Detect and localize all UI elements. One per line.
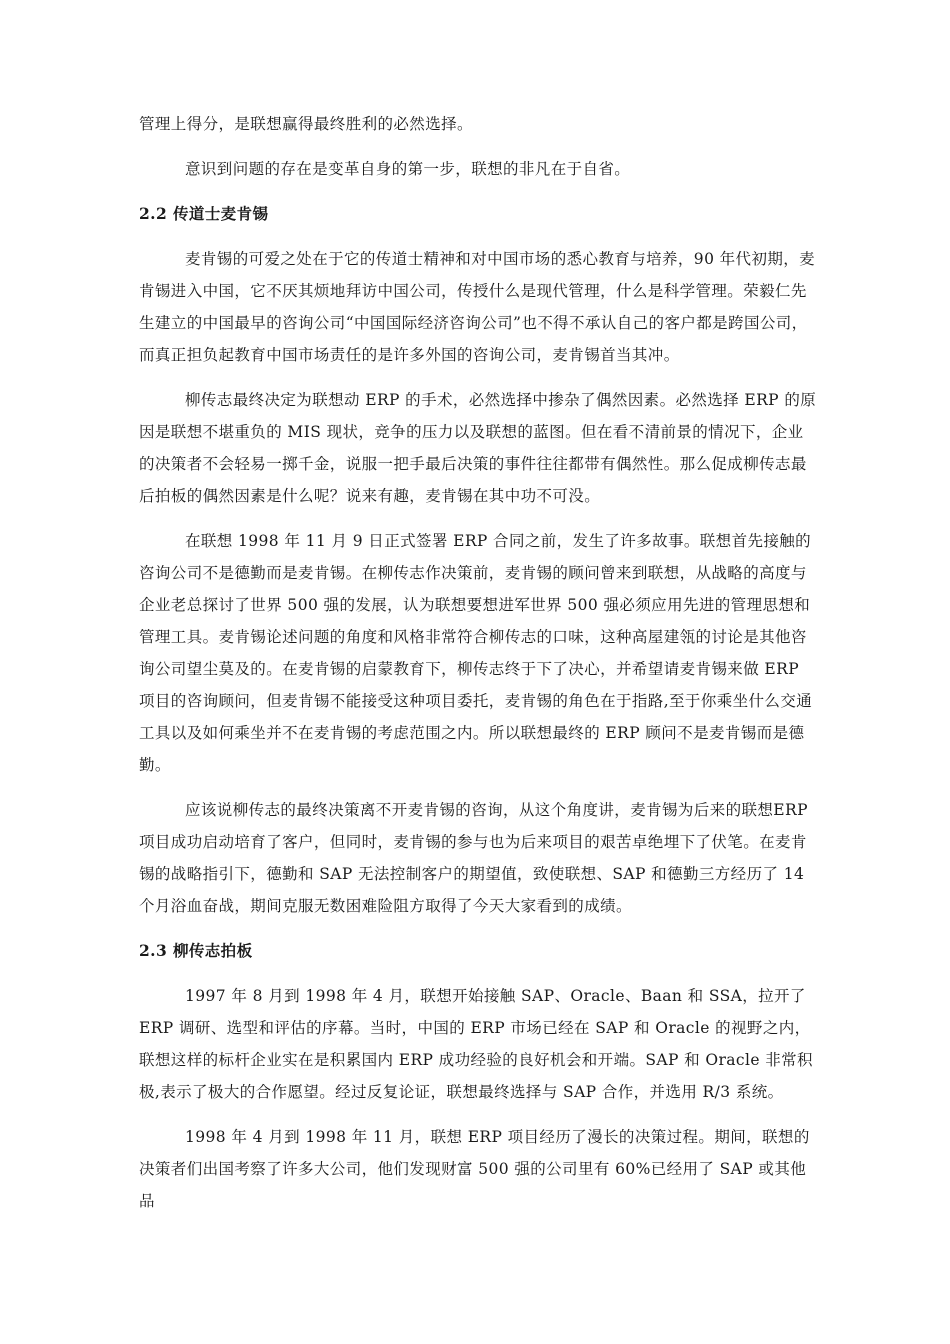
section-heading-2-3: 2.3 柳传志拍板: [139, 941, 253, 960]
section-heading-2-2: 2.2 传道士麦肯锡: [139, 204, 269, 223]
paragraph-decision-process: 1998 年 4 月到 1998 年 11 月，联想 ERP 项目经历了漫长的决策过程。期间，联想的决策者们出国考察了许多大公司，他们发现财富 500 强的公司里有 60%已经用了 SAP 或其他品: [139, 1128, 810, 1210]
paragraph-contract-story: 在联想 1998 年 11 月 9 日正式签署 ERP 合同之前，发生了许多故事。联想首先接触的咨询公司不是德勤而是麦肯锡。在柳传志作决策前，麦肯锡的顾问曾来到联想，从战略的高度与企业老总探讨了世界 500 强的发展，认为联想要想进军世界 500 强必须应用先进的管理思想和管理工具。麦肯锡论述问题的角度和风格非常符合柳传志的口味，这种高屋建瓴的讨论是其他咨询公司望尘莫及的。在麦肯锡的启蒙教育下，柳传志终于下了决心，并希望请麦肯锡来做 ERP 项目的咨询顾问，但麦肯锡不能接受这种项目委托，麦肯锡的角色在于指路,至于你乘坐什么交通工具以及如何乘坐并不在麦肯锡的考虑范围之内。所以联想最终的 ERP 顾问不是麦肯锡而是德勤。: [139, 532, 813, 774]
paragraph-erp-selection: 1997 年 8 月到 1998 年 4 月，联想开始接触 SAP、Oracle、Baan 和 SSA，拉开了 ERP 调研、选型和评估的序幕。当时，中国的 ERP 市场已经在 SAP 和 Oracle 的视野之内，联想这样的标杆企业实在是积累国内 ERP 成功经验的良好机会和开端。SAP 和 Oracle 非常积极,表示了极大的合作愿望。经过反复论证，联想最终选择与 SAP 合作，并选用 R/3 系统。: [139, 987, 813, 1101]
paragraph-liu-decision: 柳传志最终决定为联想动 ERP 的手术，必然选择中掺杂了偶然因素。必然选择 ERP 的原因是联想不堪重负的 MIS 现状，竞争的压力以及联想的蓝图。但在看不清前景的情况下，企业的决策者不会轻易一掷千金，说服一把手最后决策的事件往往都带有偶然性。那么促成柳传志最后拍板的偶然因素是什么呢？说来有趣，麦肯锡在其中功不可没。: [139, 391, 817, 505]
paragraph-mckinsey-missionary: 麦肯锡的可爱之处在于它的传道士精神和对中国市场的悉心教育与培养，90 年代初期，麦肯锡进入中国，它不厌其烦地拜访中国公司，传授什么是现代管理，什么是科学管理。荣毅仁先生建立的中国最早的咨询公司“中国国际经济咨询公司”也不得不承认自己的客户都是跨国公司，而真正担负起教育中国市场责任的是许多外国的咨询公司，麦肯锡首当其冲。: [139, 250, 816, 364]
document-page: [139, 108, 819, 1230]
paragraph-mckinsey-influence: 应该说柳传志的最终决策离不开麦肯锡的咨询，从这个角度讲，麦肯锡为后来的联想ERP 项目成功启动培育了客户，但同时，麦肯锡的参与也为后来项目的艰苦卓绝埋下了伏笔。在麦肯锡的战略指引下，德勤和 SAP 无法控制客户的期望值，致使联想、SAP 和德勤三方经历了 14 个月浴血奋战，期间克服无数困难险阻方取得了今天大家看到的成绩。: [139, 801, 808, 915]
paragraph-intro-end: 管理上得分，是联想赢得最终胜利的必然选择。: [139, 115, 473, 133]
paragraph-self-reflection: 意识到问题的存在是变革自身的第一步，联想的非凡在于自省。: [185, 160, 631, 178]
